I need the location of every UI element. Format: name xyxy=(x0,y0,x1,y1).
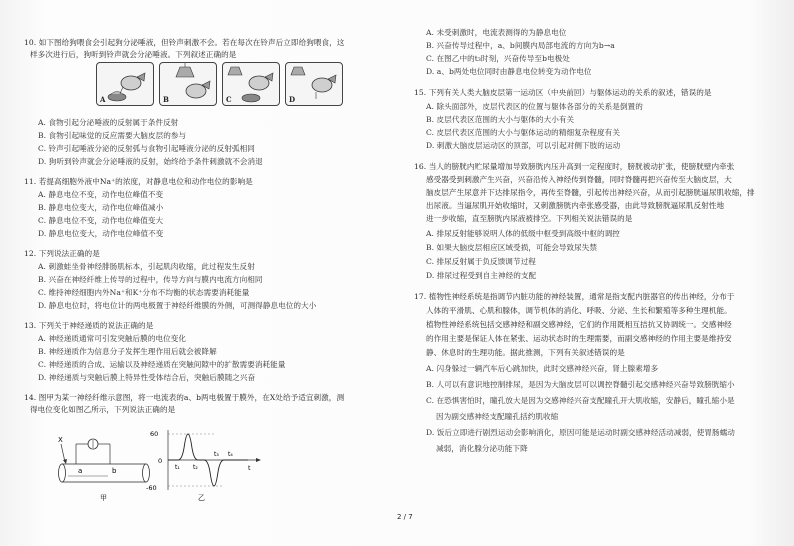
q15-option-c: C. 皮层代表区范围的大小与躯体运动的精细复杂程度有关 xyxy=(426,128,620,137)
nerve-fiber-diagram xyxy=(58,436,150,502)
y-label-bottom: -60 xyxy=(146,484,157,492)
q13-option-c: C. 神经递质的合成、运输以及神经递质在突触间隙中的扩散需要消耗能量 xyxy=(38,360,286,369)
q14-option-b: B. 兴奋传导过程中，a、b间膜内局部电流的方向为b→a xyxy=(426,41,615,50)
q11-option-c: C. 静息电位不变，动作电位峰值变大 xyxy=(38,216,164,225)
q17-line4: 的作用主要是保证人体在紧张、运动状态时的生理需要，而副交感神经的作用主要是维持安 xyxy=(426,334,732,343)
q16-option-a: A. 排尿反射能够说明人体的低级中枢受到高级中枢的调控 xyxy=(426,229,620,238)
t3-label: t₃ xyxy=(214,451,219,458)
y-label-zero: 0 xyxy=(158,457,163,465)
q17-line5: 静、休息时的生理功能。据此推测，下列有关叙述错误的是 xyxy=(426,348,625,357)
q10-stem-line2: 样多次进行后，狗听到铃声就会分泌唾液。下列叙述正确的是 xyxy=(30,50,237,59)
q11-option-b: B. 静息电位变大，动作电位峰值减小 xyxy=(38,203,164,212)
q13-option-a: A. 神经递质通常可引发突触后膜的电位变化 xyxy=(38,334,187,343)
q15-option-d: D. 刺激大脑皮层运动区的顶部，可以引起对侧下肢的运动 xyxy=(426,141,621,150)
q12-option-c: C. 维持神经细胞内外Na⁺和K⁺分布不均衡的状态需要消耗能量 xyxy=(38,288,250,297)
q10-option-c: C. 铃声引起唾液分泌的反射弧与食物引起唾液分泌的反射弧相同 xyxy=(38,144,255,153)
q17-option-c-cont: 因为副交感神经支配瞳孔括约肌收缩 xyxy=(436,412,559,421)
stimulus-arrow-head xyxy=(63,459,67,464)
q17-option-b: B. 人可以有意识地控制排尿，是因为大脑皮层可以调控脊髓引起交感神经兴奋导致膀胱缩小 xyxy=(426,380,735,389)
page-number: 2 / 7 xyxy=(397,513,413,521)
q16-line5: 进一步收缩，直至膀胱内尿液被排空。下列相关说法错误的是 xyxy=(426,214,633,223)
q14-stem-line1: 14. 图甲为某一神经纤维示意图，将一电流表的a、b两电极置于膜外，在X处给予适宜刺激，测 xyxy=(24,393,345,402)
q15-option-b: B. 皮层代表区范围的大小与躯体的大小有关 xyxy=(426,115,575,124)
q13-option-d: D. 神经递质与突触后膜上特异性受体结合后，突触后膜随之兴奋 xyxy=(38,373,256,382)
q10-panel-d-label: D xyxy=(289,95,296,104)
dog-bowl-illustration xyxy=(97,63,155,107)
q11-option-d: D. 静息电位变大，动作电位峰值不变 xyxy=(38,229,164,238)
q12-stem: 12. 下列说法正确的是 xyxy=(24,249,100,258)
q16-option-b: B. 如果大脑皮层相应区域受损，可能会导致尿失禁 xyxy=(426,243,598,252)
q17-line1: 17. 植物性神经系统是指调节内脏功能的神经装置，通常是指支配内脏器官的传出神经，分布于 xyxy=(414,292,735,301)
nerve-fiber xyxy=(62,464,146,482)
q16-line4: 出尿液。当逼尿肌开始收缩时，又刺激膀胱内牵张感受器，由此导致膀胱逼尿肌反射性地 xyxy=(426,201,725,210)
y-label-top: 60 xyxy=(150,430,159,438)
q16-line1: 16. 当人的膀胱内贮尿量增加导致膀胱内压升高到一定程度时，膀胱被动扩张，使膀胱壁内牵张 xyxy=(414,162,735,171)
q10-panel-a-label: A xyxy=(100,95,106,104)
t2-label: t₂ xyxy=(193,464,198,471)
q15-stem: 15. 下列有关人类大脑皮层第一运动区（中央前回）与躯体运动的关系的叙述，错误的是 xyxy=(414,88,712,97)
q10-option-a: A. 食物引起分泌唾液的反射属于条件反射 xyxy=(38,118,179,127)
stimulus-x-label: X xyxy=(58,436,63,444)
t-axis-label: t xyxy=(248,464,251,472)
q16-option-d: D. 排尿过程受到自主神经的支配 xyxy=(426,271,537,280)
q17-option-c: C. 在恐惧害怕时，瞳孔放大是因为交感神经兴奋支配瞳孔开大肌收缩，安静后，瞳孔缩小是 xyxy=(426,396,735,405)
q15-option-a: A. 除头面部外，皮层代表区的位置与躯体各部分的关系是倒置的 xyxy=(426,102,643,111)
q10-panel-b-label: B xyxy=(163,95,169,104)
q16-option-c: C. 排尿反射属于负反馈调节过程 xyxy=(426,257,536,266)
q10-panel-a xyxy=(96,62,154,106)
q12-option-d: D. 静息电位时，将电位计的两电极置于神经纤维膜的外侧，可测得静息电位的大小 xyxy=(38,301,317,310)
q12-option-b: B. 兴奋在神经纤维上传导的过程中，传导方向与膜内电流方向相同 xyxy=(38,275,263,284)
q17-option-d-cont: 减弱，消化腺分泌功能下降 xyxy=(436,444,528,453)
fiber-end-right xyxy=(143,464,150,482)
q13-stem: 13. 下列关于神经递质的说法正确的是 xyxy=(24,321,154,330)
electrode-b-label: b xyxy=(112,467,117,475)
figure-yi-label: 乙 xyxy=(198,494,205,502)
q10-option-d: D. 狗听到铃声就会分泌唾液的反射，始终给予条件刺激就不会消退 xyxy=(38,157,263,166)
t1-label: t₁ xyxy=(175,464,180,471)
fiber-end-left xyxy=(59,464,66,482)
q10-panel-d xyxy=(285,62,343,106)
q14-option-c: C. 在图乙中的t₃时刻，兴奋传导至b电极处 xyxy=(426,54,570,63)
q14-option-a: A. 未受刺激时，电流表测得的为静息电位 xyxy=(426,28,567,37)
q10-figure xyxy=(96,62,346,108)
q10-option-b: B. 食物引起味觉的反应需要大脑皮层的参与 xyxy=(38,131,187,140)
q11-stem: 11. 若提高细胞外液中Na⁺的浓度，对静息电位和动作电位的影响是 xyxy=(24,177,253,186)
q17-line3: 植物性神经系统包括交感神经和副交感神经，它们的作用既相互拮抗又协调统一。交感神经 xyxy=(426,320,732,329)
electrode-a-label: a xyxy=(78,467,83,475)
q13-option-b: B. 神经递质作为信息分子发挥生理作用后就会被降解 xyxy=(38,347,217,356)
q11-option-a: A. 静息电位不变，动作电位峰值不变 xyxy=(38,190,164,199)
q17-option-a: A. 闪身躲过一辆汽车后心跳加快，此时交感神经兴奋，肾上腺素增多 xyxy=(426,364,659,373)
q17-option-d: D. 饭后立即进行剧烈运动会影响消化，原因可能是运动时副交感神经活动减弱，使胃肠蠕动 xyxy=(426,428,735,437)
q10-panel-b xyxy=(159,62,217,106)
x-axis-arrow xyxy=(256,458,261,462)
q10-panel-c xyxy=(222,62,280,106)
q10-panel-c-label: C xyxy=(226,95,232,104)
figure-jia-label: 甲 xyxy=(100,494,107,502)
t4-label: t₄ xyxy=(228,451,233,458)
q10-stem-line1: 10. 如下图给狗喂食会引起狗分泌唾液，但铃声刺激不会。若在每次在铃声后立即给狗喂食，这 xyxy=(24,38,345,47)
q14-option-d: D. a、b两处电位同时由静息电位转变为动作电位 xyxy=(426,67,592,76)
potential-chart xyxy=(146,430,261,502)
q16-line3: 脑皮层产生尿意并下达排尿指令，再传至脊髓，引起传出神经兴奋，从而引起膀胱逼尿肌收缩，排 xyxy=(426,188,755,197)
q16-line2: 感受器受到刺激产生兴奋，兴奋沿传入神经传到脊髓，同时脊髓再把兴奋传至大脑皮层，大 xyxy=(426,175,732,184)
q12-option-a: A. 刺激蛙坐骨神经腓肠肌标本，引起肌肉收缩，此过程发生反射 xyxy=(38,262,255,271)
stimulus-arrow xyxy=(61,444,65,462)
q14-figure xyxy=(48,418,288,504)
q17-line2: 人体的平滑肌、心肌和腺体，调节机体的消化、呼吸、分泌、生长和繁殖等多种生理机能。 xyxy=(426,306,732,315)
q14-stem-line2: 得电位变化如图乙所示，下列说法正确的是 xyxy=(30,405,176,414)
